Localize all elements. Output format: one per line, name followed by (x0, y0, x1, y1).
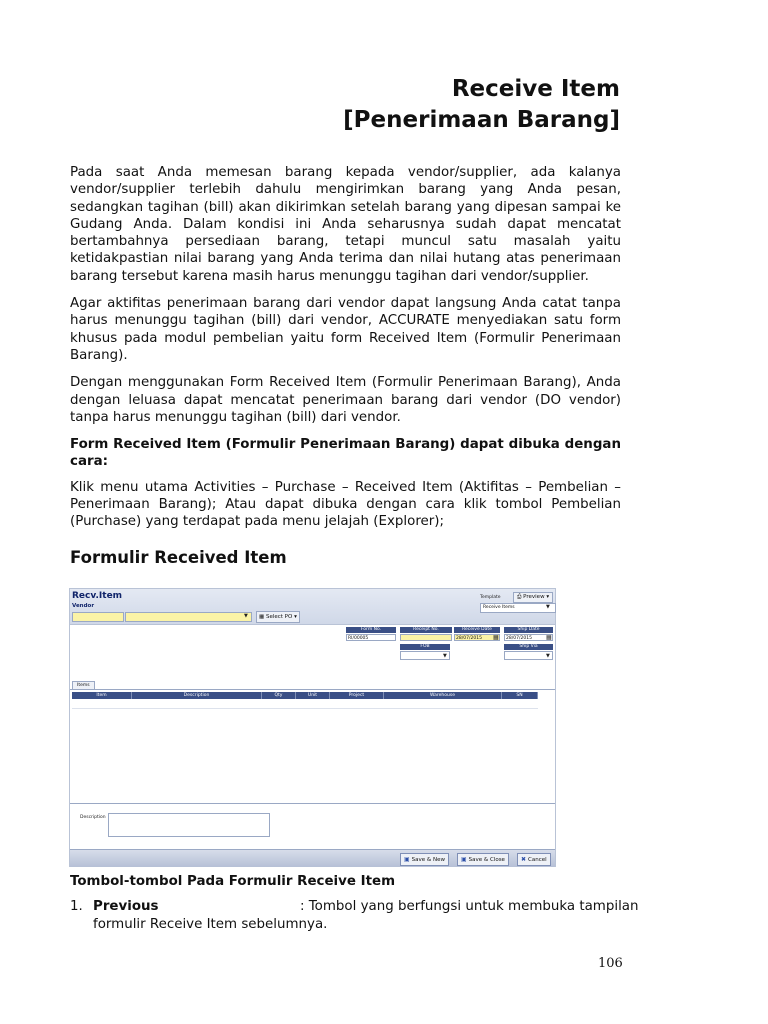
title-line-2: [Penerimaan Barang] (343, 107, 620, 133)
calendar-icon[interactable]: ▦ (546, 634, 552, 641)
body-text (70, 164, 621, 541)
list-item-description-continued: formulir Receive Item sebelumnya. (93, 916, 328, 932)
column-header-description: Description (132, 692, 262, 699)
template-value: Receive Items (483, 605, 515, 610)
save-close-label: Save & Close (468, 857, 505, 863)
column-header-unit: Unit (296, 692, 330, 699)
list-item-term: Previous (93, 899, 159, 914)
preview-label: Preview (523, 594, 545, 600)
select-po-icon: ▦ (259, 614, 265, 620)
save-icon: ▣ (404, 856, 410, 863)
column-header-project: Project (330, 692, 384, 699)
description-textarea[interactable] (108, 813, 270, 837)
chevron-down-icon[interactable]: ▼ (546, 604, 550, 610)
save-icon: ▣ (461, 856, 467, 863)
vendor-name-input[interactable] (125, 612, 252, 622)
paragraph-usage: Dengan menggunakan Form Received Item (Formulir Penerimaan Barang), Anda dengan leluasa dapat mencatat penerimaan barang dari vendor (DO vendor) tanpa harus menunggu tagihan (bill) dari vendor. (70, 375, 621, 425)
list-item-number: 1. (70, 899, 83, 914)
form-header (70, 589, 555, 625)
select-po-label: Select PO (265, 614, 293, 620)
title-line-1: Receive Item (451, 76, 620, 102)
form-footer (70, 849, 555, 867)
items-grid[interactable] (70, 689, 555, 804)
table-row[interactable] (72, 699, 538, 709)
receive-item-form-screenshot (69, 588, 556, 867)
buttons-subheading: Tombol-tombol Pada Formulir Receive Item (70, 874, 396, 889)
chevron-down-icon[interactable]: ▼ (244, 613, 248, 619)
ship-date-field[interactable]: 28/07/2015 (504, 634, 553, 641)
printer-icon: ⎙ (517, 594, 522, 600)
vendor-label: Vendor (72, 603, 95, 609)
save-new-button[interactable] (400, 853, 449, 866)
page-number: 106 (598, 956, 623, 971)
column-header-item: Item (72, 692, 132, 699)
chevron-down-icon[interactable]: ▼ (546, 653, 550, 659)
column-header-qty: Qty (262, 692, 296, 699)
template-select[interactable] (480, 603, 556, 613)
chevron-down-icon: ▾ (546, 594, 550, 600)
chevron-down-icon[interactable]: ▼ (443, 653, 447, 659)
receipt-no-header: Receipt No. (400, 627, 452, 633)
cancel-button[interactable] (517, 853, 551, 866)
cancel-label: Cancel (528, 857, 547, 863)
fob-header: FOB (400, 644, 450, 650)
paragraph-open-steps: Klik menu utama Activities – Purchase – Received Item (Aktifitas – Pembelian – Penerimaan Barang); Atau dapat dibuka dengan cara klik tombol Pembelian (Purchase) yang terdapat pada menu jelajah (Explorer); (70, 479, 621, 530)
column-header-sn: SN (502, 692, 538, 699)
close-icon: ✖ (521, 856, 527, 863)
receive-date-field[interactable]: 28/07/2015 (454, 634, 500, 641)
description-label: Description (80, 815, 106, 820)
section-title: Formulir Received Item (70, 548, 287, 567)
list-item-description: : Tombol yang berfungsi untuk membuka tampilan (300, 899, 639, 914)
page-title (343, 74, 620, 136)
ship-date-header: Ship Date (504, 627, 553, 633)
tab-items[interactable]: Items (72, 681, 95, 690)
receive-date-header: Receive Date (454, 627, 500, 633)
preview-button[interactable] (513, 592, 553, 603)
save-new-label: Save & New (411, 857, 445, 863)
column-header-warehouse: Warehouse (384, 692, 502, 699)
paragraph-open-heading: Form Received Item (Formulir Penerimaan Barang) dapat dibuka dengan cara: (70, 437, 621, 470)
ship-via-header: Ship Via (504, 644, 553, 650)
form-title: Recv.Item (72, 591, 123, 601)
calendar-icon[interactable]: ▦ (493, 634, 499, 641)
vendor-code-input[interactable] (72, 612, 124, 622)
form-no-field[interactable]: RI/00005 (346, 634, 396, 641)
template-label: Template (480, 595, 501, 600)
save-close-button[interactable] (457, 853, 509, 866)
select-po-button[interactable] (256, 611, 300, 623)
form-no-header: Form No. (346, 627, 396, 633)
paragraph-accurate: Agar aktifitas penerimaan barang dari vendor dapat langsung Anda catat tanpa harus menunggu tagihan (bill) dari vendor, ACCURATE menyediakan satu form khusus pada modul pembelian yaitu form Received Item (Formulir Penerimaan Barang). (70, 296, 621, 363)
chevron-down-icon: ▾ (294, 614, 297, 620)
paragraph-intro: Pada saat Anda memesan barang kepada vendor/supplier, ada kalanya vendor/supplier terlebih dahulu mengirimkan barang yang Anda pesan, sedangkan tagihan (bill) akan dikirimkan setelah barang yang dipesan sampai ke Gudang Anda. Dalam kondisi ini Anda seharusnya sudah dapat mencatat bertambahnya persediaan barang, tetapi muncul satu masalah yaitu ketidakpastian nilai barang yang Anda terima dan nilai hutang atas penerimaan barang tersebut karena masih harus menunggu tagihan dari vendor/supplier. (70, 165, 621, 284)
receipt-no-field[interactable] (400, 634, 452, 641)
